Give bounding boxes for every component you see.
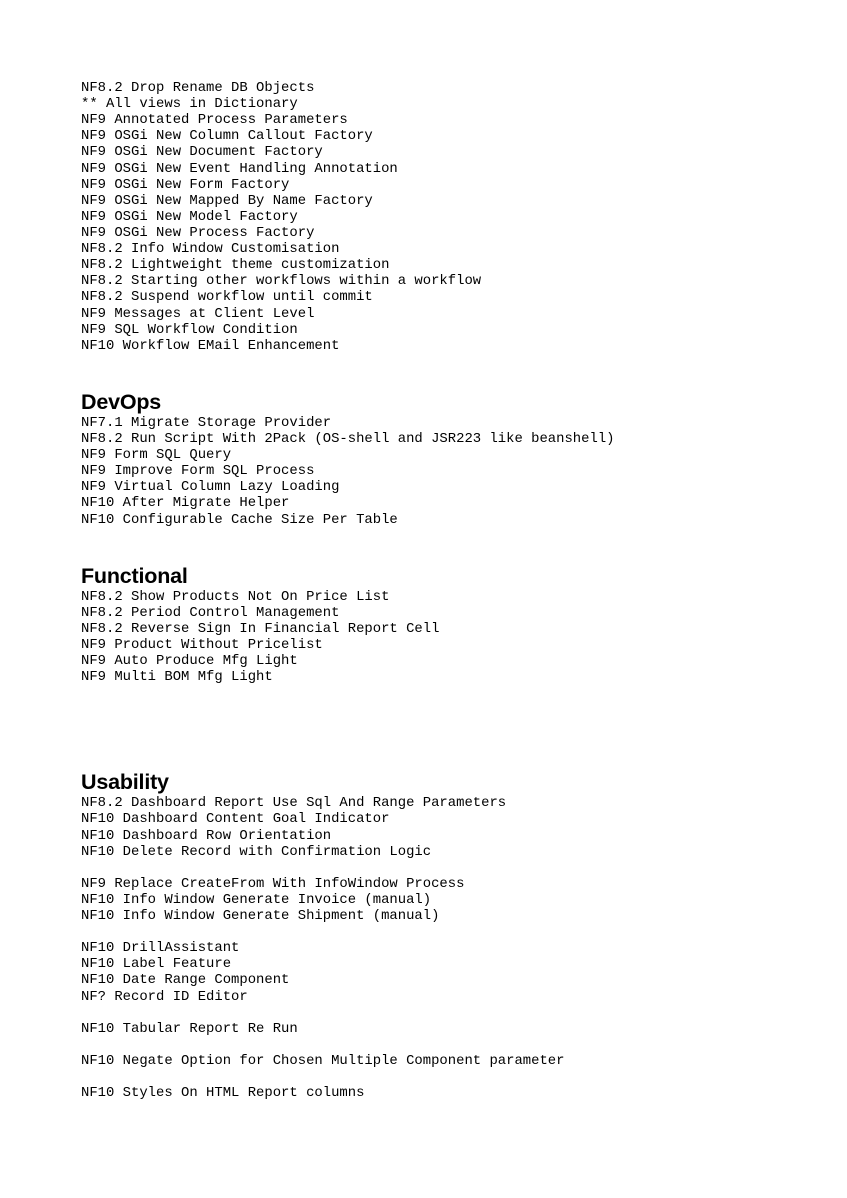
list-item: NF10 Styles On HTML Report columns [81,1085,365,1102]
list-item: NF8.2 Run Script With 2Pack (OS-shell and JSR223 like beanshell) [81,430,615,447]
list-item: NF10 Date Range Component [81,972,290,989]
list-item: NF9 OSGi New Event Handling Annotation [81,160,398,177]
list-item: NF8.2 Drop Rename DB Objects [81,80,315,96]
list-item: NF9 OSGi New Document Factory [81,144,323,161]
list-item: NF9 Annotated Process Parameters [81,112,348,129]
list-item: NF10 Label Feature [81,956,232,973]
list-item: NF10 Dashboard Row Orientation [81,827,332,844]
list-item: NF9 OSGi New Model Factory [81,208,298,225]
section-heading-usability: Usability [81,770,169,795]
list-item: NF10 DrillAssistant [81,940,240,957]
list-item: NF9 OSGi New Form Factory [81,176,290,193]
list-item: ** All views in Dictionary [81,96,298,113]
list-item: NF10 Configurable Cache Size Per Table [81,511,398,528]
list-item: NF8.2 Starting other workflows within a workflow [81,273,482,290]
intro-list [81,80,821,354]
section-heading-functional: Functional [81,563,188,588]
list-item: NF8.2 Show Products Not On Price List [81,588,390,605]
document-page [81,80,821,1101]
list-item: NF7.1 Migrate Storage Provider [81,414,332,431]
list-item: NF9 Virtual Column Lazy Loading [81,479,340,496]
list-item: NF9 Multi BOM Mfg Light [81,669,273,686]
list-item: NF9 Improve Form SQL Process [81,463,315,480]
list-item: NF8.2 Dashboard Report Use Sql And Range Parameters [81,795,507,812]
list-item: NF10 After Migrate Helper [81,495,290,512]
list-item: NF10 Tabular Report Re Run [81,1020,298,1037]
list-item: NF9 Auto Produce Mfg Light [81,653,298,670]
list-item: NF8.2 Reverse Sign In Financial Report Cell [81,620,440,637]
section-heading-devops: DevOps [81,389,162,414]
list-item: NF9 Replace CreateFrom With InfoWindow Process [81,875,465,892]
list-item: NF10 Dashboard Content Goal Indicator [81,811,390,828]
list-item: NF9 OSGi New Mapped By Name Factory [81,192,373,209]
list-item: NF9 OSGi New Process Factory [81,224,315,241]
list-item: NF10 Info Window Generate Invoice (manual) [81,891,432,908]
list-item: NF10 Info Window Generate Shipment (manual) [81,908,440,925]
list-item: NF10 Delete Record with Confirmation Logic [81,843,432,860]
list-item: NF8.2 Info Window Customisation [81,241,340,258]
list-item: NF9 Product Without Pricelist [81,636,323,653]
list-item: NF8.2 Period Control Management [81,604,340,621]
functional-list [81,589,821,686]
list-item: NF8.2 Suspend workflow until commit [81,289,373,306]
list-item: NF10 Negate Option for Chosen Multiple Component parameter [81,1053,565,1070]
list-item: NF8.2 Lightweight theme customization [81,257,390,274]
devops-list [81,415,821,528]
list-item: NF9 OSGi New Column Callout Factory [81,128,373,145]
usability-list [81,795,821,1101]
list-item: NF9 SQL Workflow Condition [81,321,298,338]
list-item: NF10 Workflow EMail Enhancement [81,337,340,354]
list-item: NF9 Messages at Client Level [81,305,315,322]
list-item: NF9 Form SQL Query [81,447,232,464]
list-item: NF? Record ID Editor [81,988,248,1005]
